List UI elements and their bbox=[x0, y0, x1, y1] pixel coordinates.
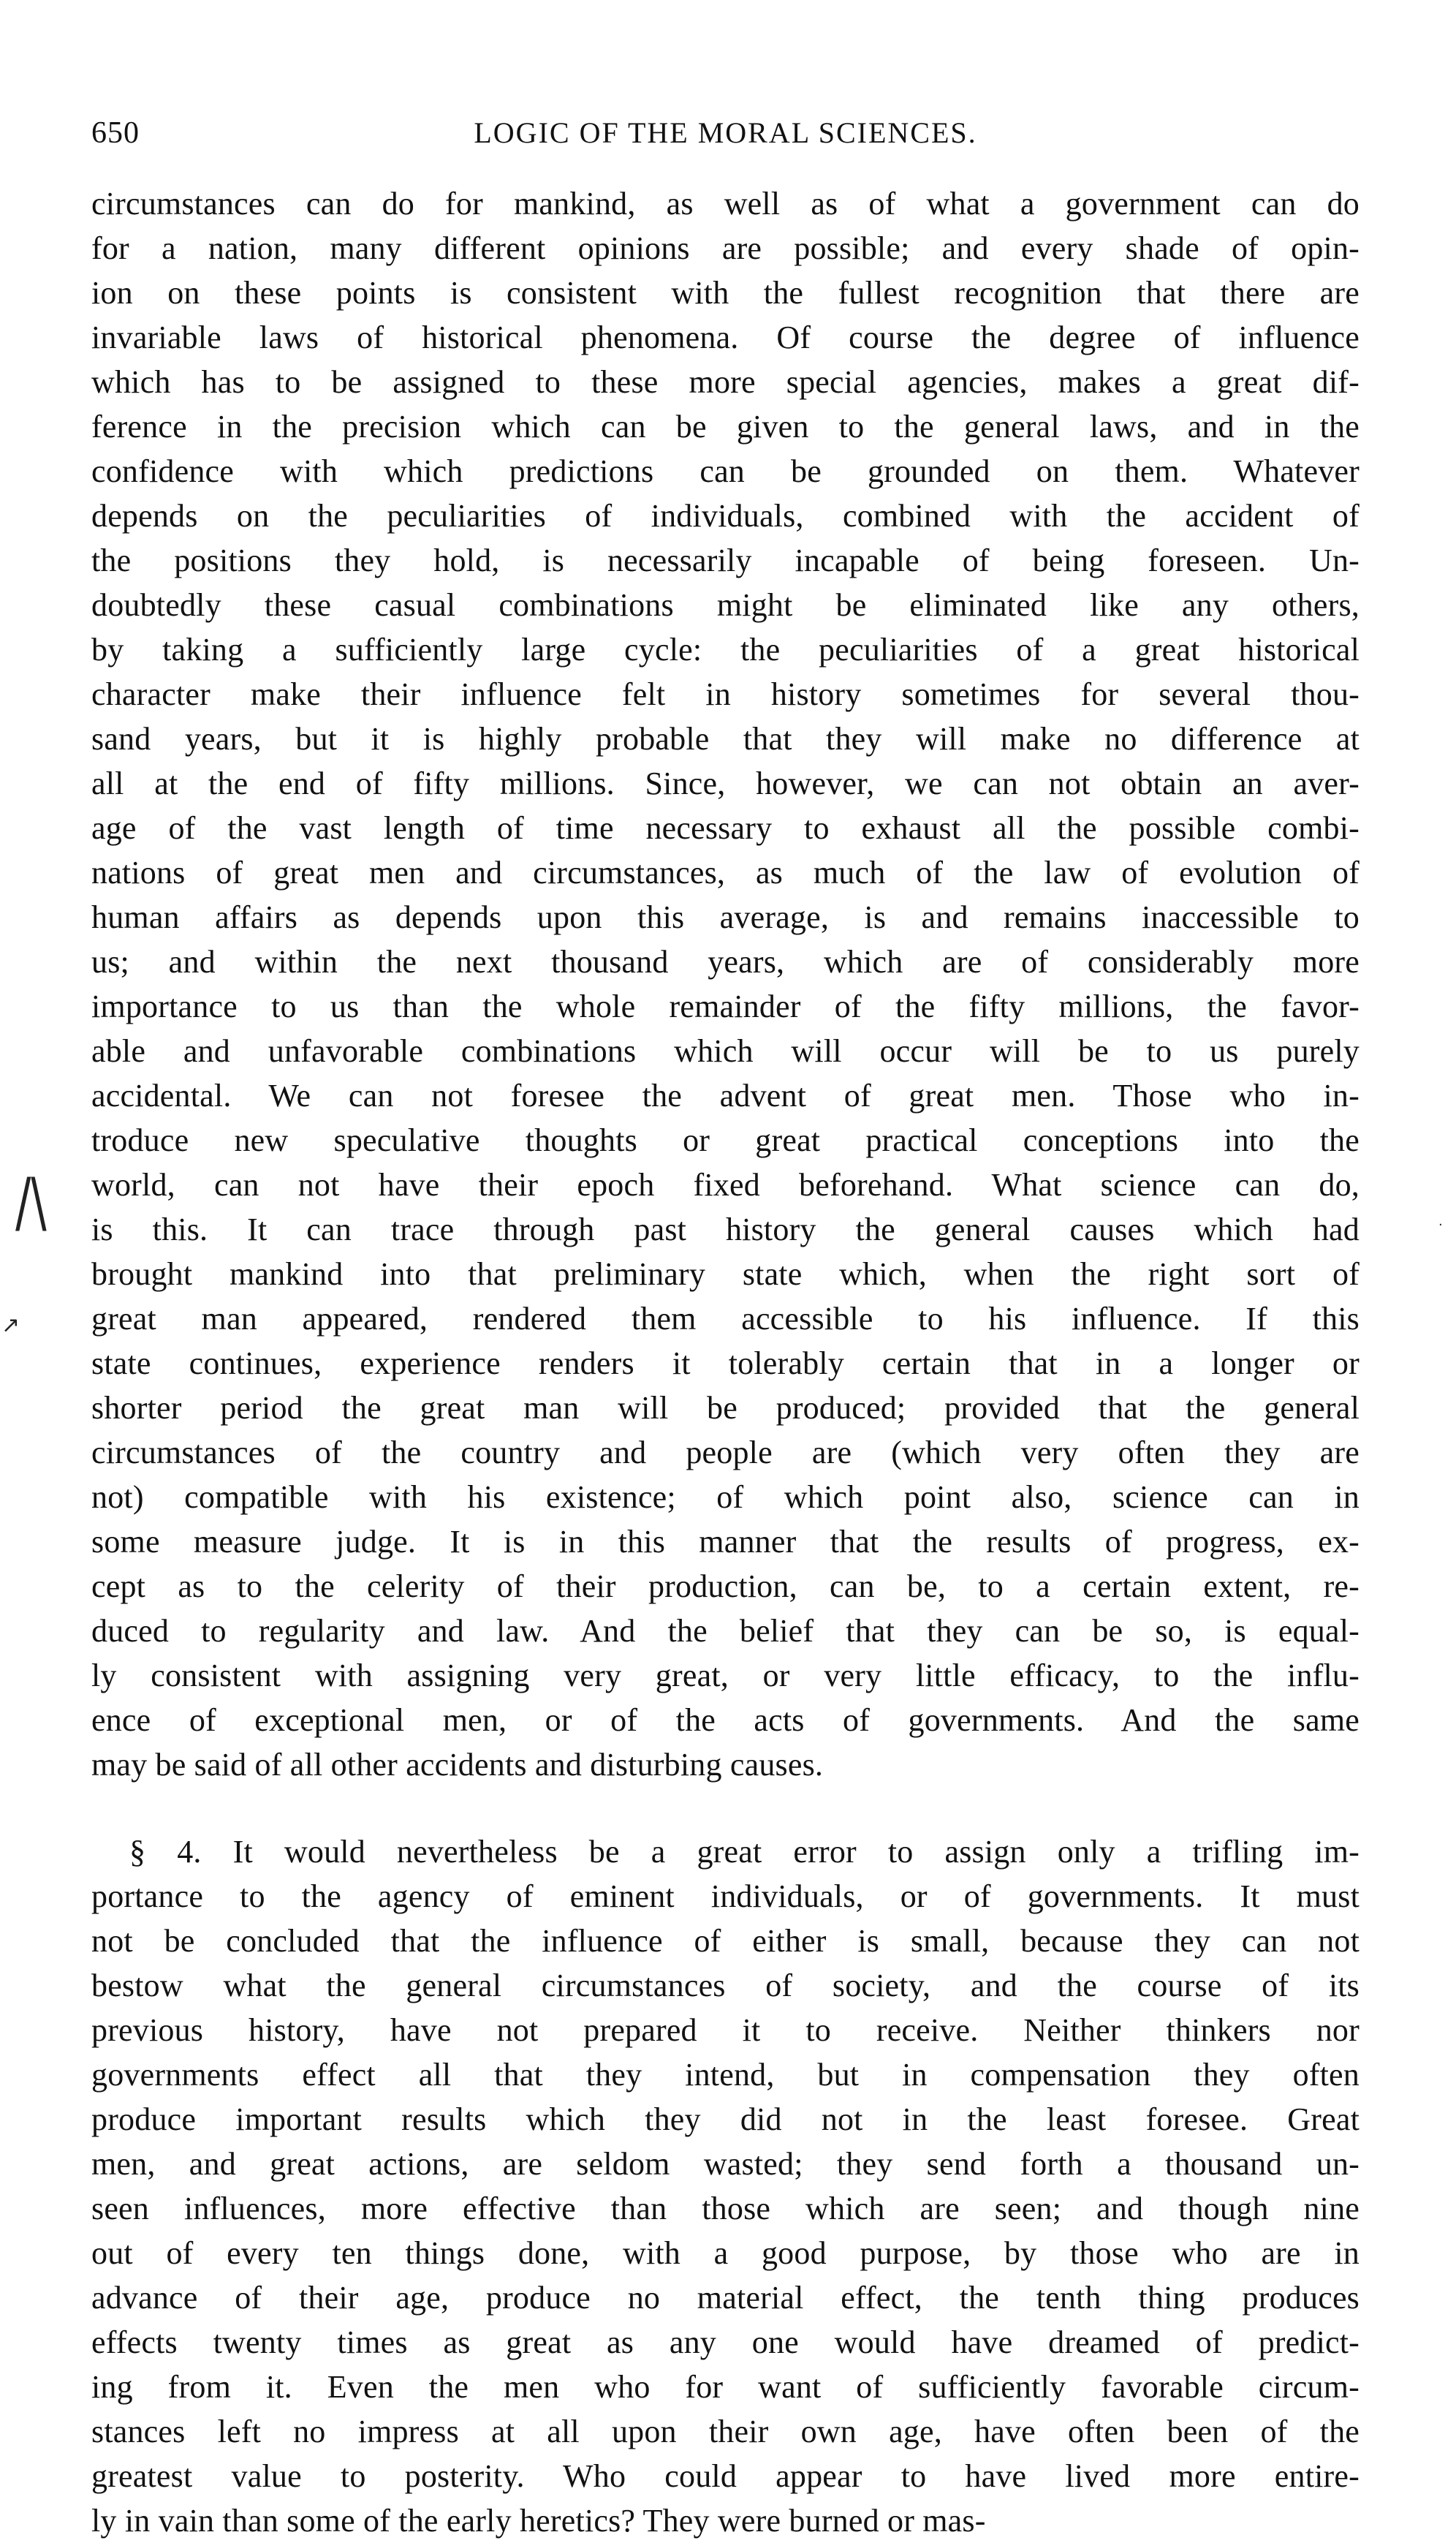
text-line: invariable laws of historical phenomena. Of course the degree of influence bbox=[91, 320, 1360, 355]
text-line: accidental. We can not foresee the advent of great men. Those who in- bbox=[91, 1078, 1360, 1114]
text-line: duced to regularity and law. And the belief that they can be so, is equal- bbox=[91, 1613, 1360, 1649]
text-line: greatest value to posterity. Who could appear to have lived more entire- bbox=[91, 2458, 1360, 2494]
text-line: nations of great men and circumstances, as much of the law of evolution of bbox=[91, 855, 1360, 891]
text-line: men, and great actions, are seldom wasted; they send forth a thousand un- bbox=[91, 2146, 1360, 2182]
text-line: produce important results which they did not in the least foresee. Great bbox=[91, 2101, 1360, 2137]
text-line: effects twenty times as great as any one would have dreamed of predict- bbox=[91, 2324, 1360, 2360]
text-line: § 4. It would nevertheless be a great error to assign only a trifling im- bbox=[129, 1834, 1360, 1870]
text-line: circumstances of the country and people are (which very often they are bbox=[91, 1435, 1360, 1470]
text-line: shorter period the great man will be produced; provided that the general bbox=[91, 1390, 1360, 1426]
text-line: is this. It can trace through past history the general causes which had bbox=[91, 1212, 1360, 1247]
text-line: ference in the precision which can be given to the general laws, and in the bbox=[91, 409, 1360, 445]
text-line: ence of exceptional men, or of the acts of governments. And the same bbox=[91, 1702, 1360, 1738]
paragraph-continuation bbox=[91, 181, 1360, 1787]
text-line: some measure judge. It is in this manner that the results of progress, ex- bbox=[91, 1524, 1360, 1560]
text-line: human affairs as depends upon this average, is and remains inaccessible to bbox=[91, 899, 1360, 935]
margin-caret-mark: /\ bbox=[15, 1164, 47, 1241]
text-line: seen influences, more effective than those which are seen; and though nine bbox=[91, 2191, 1360, 2226]
text-line: doubtedly these casual combinations might be eliminated like any others, bbox=[91, 587, 1360, 623]
text-line: not be concluded that the influence of either is small, because they can not bbox=[91, 1923, 1360, 1959]
text-line: bestow what the general circumstances of society, and the course of its bbox=[91, 1968, 1360, 2003]
text-line: brought mankind into that preliminary state which, when the right sort of bbox=[91, 1256, 1360, 1292]
text-line: able and unfavorable combinations which will occur will be to us purely bbox=[91, 1033, 1360, 1069]
text-line: depends on the peculiarities of individuals, combined with the accident of bbox=[91, 498, 1360, 534]
text-line: troduce new speculative thoughts or great practical conceptions into the bbox=[91, 1122, 1360, 1158]
text-line: circumstances can do for mankind, as well as of what a government can do bbox=[91, 186, 1360, 222]
paragraph-section-4 bbox=[91, 1829, 1360, 2543]
section-gap bbox=[91, 1787, 1360, 1829]
page-number: 650 bbox=[91, 116, 140, 150]
text-line: ly in vain than some of the early heretics? They were burned or mas- bbox=[91, 2503, 986, 2539]
text-line: previous history, have not prepared it to receive. Neither thinkers nor bbox=[91, 2012, 1360, 2048]
text-line: stances left no impress at all upon their own age, have often been of the bbox=[91, 2414, 1360, 2449]
text-line: us; and within the next thousand years, which are of considerably more bbox=[91, 944, 1360, 980]
text-line: cept as to the celerity of their production, can be, to a certain extent, re- bbox=[91, 1568, 1360, 1604]
text-line: may be said of all other accidents and disturbing causes. bbox=[91, 1747, 824, 1783]
text-line: confidence with which predictions can be grounded on them. Whatever bbox=[91, 453, 1360, 489]
running-title: LOGIC OF THE MORAL SCIENCES. bbox=[474, 116, 977, 149]
text-line: all at the end of fifty millions. Since, however, we can not obtain an aver- bbox=[91, 766, 1360, 801]
text-line: which has to be assigned to these more special agencies, makes a great dif- bbox=[91, 364, 1360, 400]
margin-speck-mark: · bbox=[1438, 1217, 1443, 1233]
text-line: portance to the agency of eminent individuals, or of governments. It must bbox=[91, 1878, 1360, 1914]
text-line: the positions they hold, is necessarily incapable of being foreseen. Un- bbox=[91, 543, 1360, 578]
text-line: character make their influence felt in history sometimes for several thou- bbox=[91, 676, 1360, 712]
text-line: out of every ten things done, with a good purpose, by those who are in bbox=[91, 2235, 1360, 2271]
text-line: ion on these points is consistent with the fullest recognition that there are bbox=[91, 275, 1360, 311]
text-line: sand years, but it is highly probable that they will make no difference at bbox=[91, 721, 1360, 757]
text-line: state continues, experience renders it tolerably certain that in a longer or bbox=[91, 1345, 1360, 1381]
page-body bbox=[91, 181, 1360, 2543]
text-line: ly consistent with assigning very great, or very little efficacy, to the influ- bbox=[91, 1658, 1360, 1693]
text-line: world, can not have their epoch fixed beforehand. What science can do, bbox=[91, 1167, 1360, 1203]
text-line: importance to us than the whole remainder of the fifty millions, the favor- bbox=[91, 989, 1360, 1024]
text-line: ing from it. Even the men who for want of sufficiently favorable circum- bbox=[91, 2369, 1360, 2405]
margin-arrow-mark: ↗ bbox=[1, 1312, 20, 1338]
text-line: great man appeared, rendered them accessible to his influence. If this bbox=[91, 1301, 1360, 1337]
text-line: by taking a sufficiently large cycle: the peculiarities of a great historical bbox=[91, 632, 1360, 668]
text-line: advance of their age, produce no material effect, the tenth thing produces bbox=[91, 2280, 1360, 2316]
running-header bbox=[91, 116, 1360, 159]
text-line: governments effect all that they intend, but in compensation they often bbox=[91, 2057, 1360, 2093]
text-line: for a nation, many different opinions are possible; and every shade of opin- bbox=[91, 230, 1360, 266]
text-line: age of the vast length of time necessary to exhaust all the possible combi- bbox=[91, 810, 1360, 846]
text-line: not) compatible with his existence; of which point also, science can in bbox=[91, 1479, 1360, 1515]
